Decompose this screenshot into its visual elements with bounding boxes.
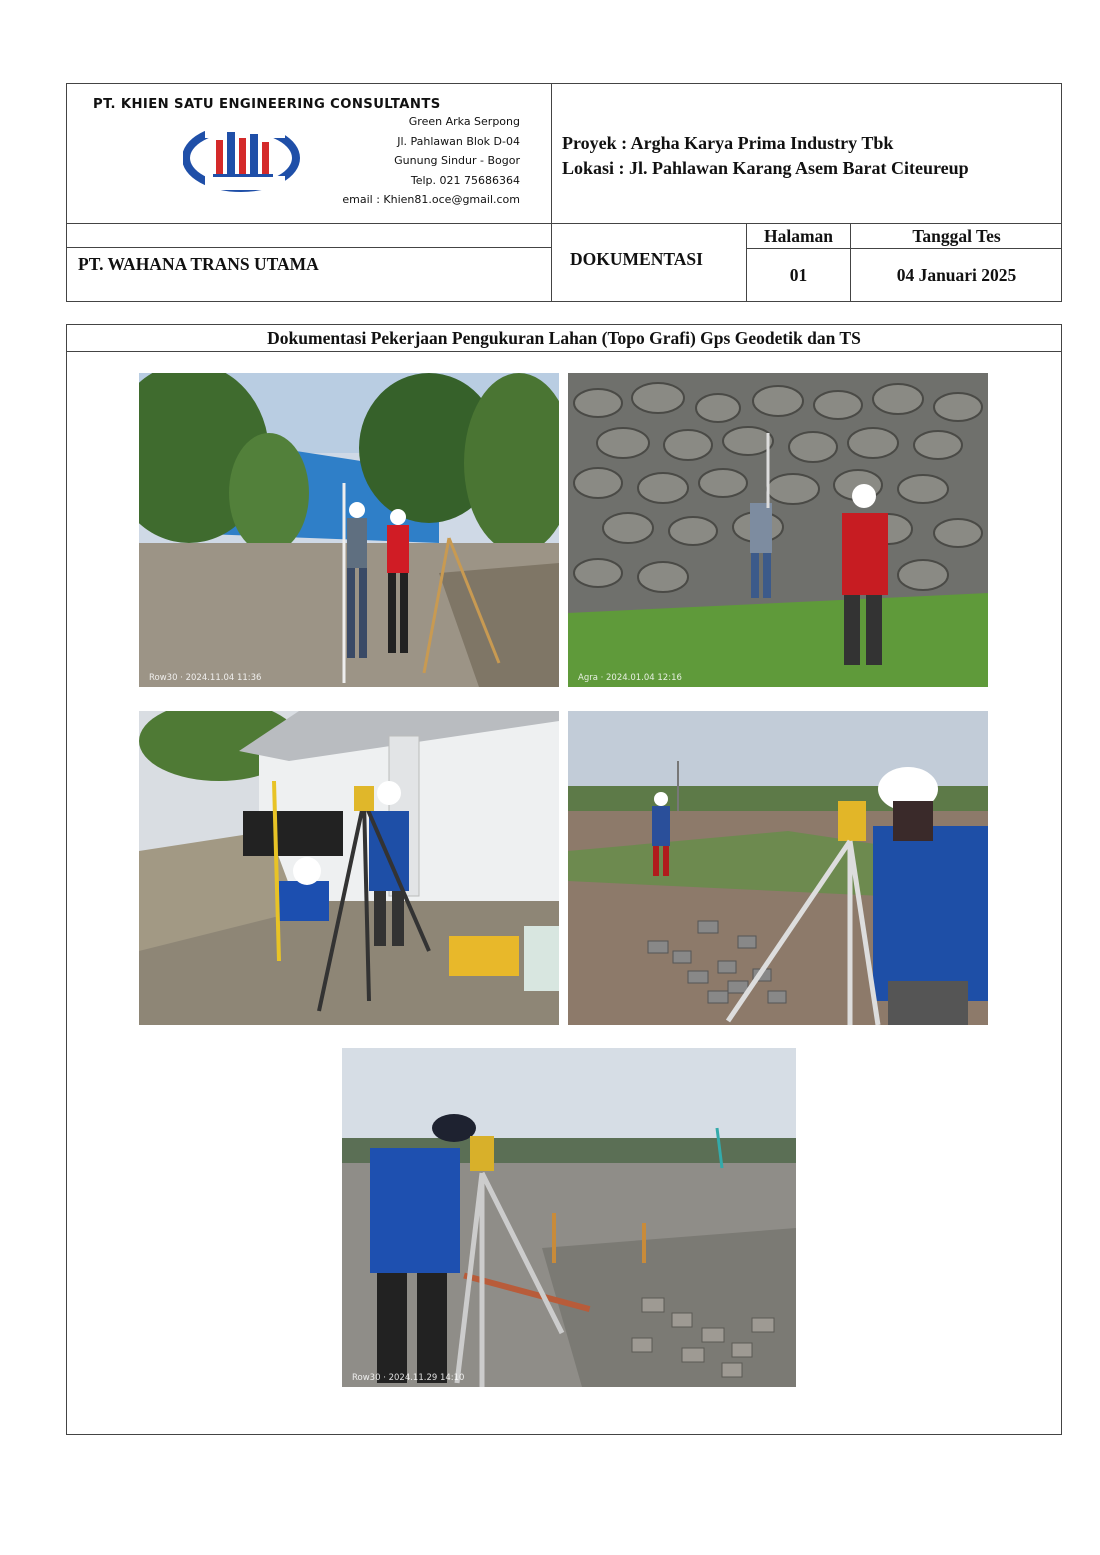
location-line: Lokasi : Jl. Pahlawan Karang Asem Barat Citeureup — [562, 158, 969, 178]
page-value: 01 — [789, 265, 808, 285]
client-name: PT. WAHANA TRANS UTAMA — [78, 254, 319, 274]
date-value: 04 Januari 2025 — [896, 265, 1017, 285]
divider — [67, 223, 1062, 224]
section-title: Dokumentasi Pekerjaan Pengukuran Lahan (Topo Grafi) Gps Geodetik dan TS — [267, 328, 861, 348]
photo-timestamp: Agra · 2024.01.04 12:16 — [578, 673, 682, 683]
date-label: Tanggal Tes — [912, 226, 1001, 246]
email-line: email : Khien81.oce@gmail.com — [342, 193, 520, 206]
divider — [746, 248, 1062, 249]
phone-line: Telp. 021 75686364 — [410, 174, 520, 187]
address-line: Gunung Sindur - Bogor — [394, 154, 520, 167]
divider — [67, 247, 551, 248]
company-name: PT. KHIEN SATU ENGINEERING CONSULTANTS — [93, 97, 441, 112]
photo-total-station-building — [139, 711, 559, 1025]
photo-total-station-open-land — [568, 711, 988, 1025]
page-label: Halaman — [763, 226, 834, 246]
project-line: Proyek : Argha Karya Prima Industry Tbk — [562, 133, 894, 153]
photo-gps-survey-parking — [139, 373, 559, 687]
photo-timestamp: Row30 · 2024.11.04 11:36 — [149, 673, 262, 683]
address-line: Jl. Pahlawan Blok D-04 — [397, 135, 520, 148]
doc-type: DOKUMENTASI — [570, 249, 703, 269]
divider — [67, 351, 1061, 352]
photo-total-station-demolition-site — [342, 1048, 796, 1387]
company-logo — [183, 122, 305, 192]
header-table — [66, 83, 1062, 302]
photo-timestamp: Row30 · 2024.11.29 14:10 — [352, 1373, 465, 1383]
photo-gps-survey-stone-wall — [568, 373, 988, 687]
divider — [551, 84, 552, 302]
address-line: Green Arka Serpong — [408, 115, 520, 128]
